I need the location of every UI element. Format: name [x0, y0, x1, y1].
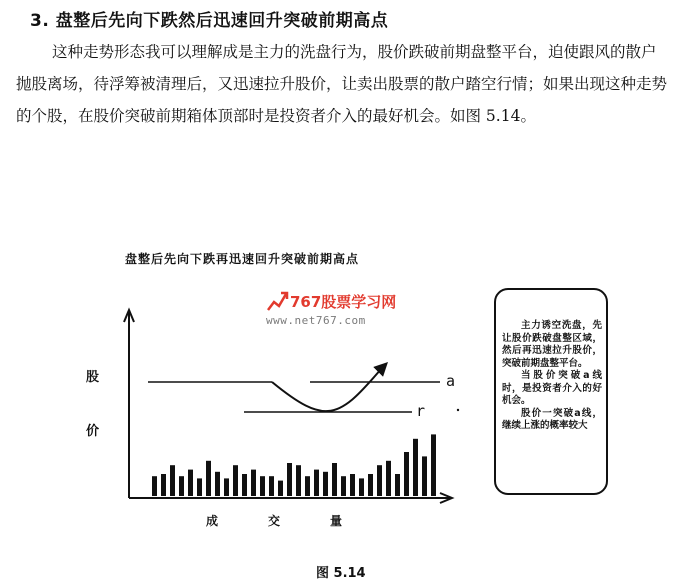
volume-bar: [386, 461, 391, 496]
volume-label-char-3: 量: [330, 514, 343, 528]
line-label-r: r: [416, 402, 426, 420]
volume-bar: [215, 472, 220, 496]
volume-bar: [206, 461, 211, 496]
volume-label-char-1: 成: [206, 514, 219, 528]
watermark-url: www.net767.com: [266, 314, 366, 327]
volume-bar: [413, 439, 418, 496]
volume-bar: [188, 470, 193, 496]
volume-bar: [395, 474, 400, 496]
volume-bar: [152, 476, 157, 496]
volume-bar: [278, 481, 283, 496]
watermark-brand: 767股票学习网: [290, 293, 397, 311]
volume-bar: [341, 476, 346, 496]
volume-bar: [224, 478, 229, 496]
volume-bar: [305, 476, 310, 496]
volume-bar: [359, 478, 364, 496]
annotation-para-3: 股价一突破a线，继续上涨的概率较大: [502, 407, 602, 431]
figure-caption: 图 5.14: [316, 566, 366, 581]
section-heading: 3. 盘整后先向下跌然后迅速回升突破前期高点: [30, 11, 389, 31]
volume-bar: [323, 472, 328, 496]
dot-mark: [457, 409, 459, 411]
volume-bar: [269, 476, 274, 496]
volume-bar: [242, 474, 247, 496]
body-paragraph-text: 这种走势形态我可以理解成是主力的洗盘行为，股价跌破前期盘整平台，迫使跟风的散户抛股离场，待浮筹被清理后，又迅速拉升股价，让卖出股票的散户踏空行情；如果出现这种走势的个股，在股价突破前期箱体顶部时是投资者介入的最好机会。如图 5.14。: [16, 43, 668, 125]
price-axis-label-1: 股: [86, 370, 100, 385]
volume-bar: [350, 474, 355, 496]
price-axis-label-2: 价: [86, 424, 100, 439]
figure-title: 盘整后先向下跌再迅速回升突破前期高点: [125, 252, 360, 266]
annotation-box: [494, 288, 608, 495]
price-path-curve: [272, 364, 386, 411]
volume-bars: [152, 434, 436, 496]
annotation-para-2: 当股价突破a线时，是投资者介入的好机会。: [502, 370, 602, 406]
annotation-para-1: 主力诱空洗盘，先让股价跌破盘整区域，然后再迅速拉升股价，突破前期盘整平台。: [502, 320, 602, 369]
volume-bar: [260, 476, 265, 496]
volume-bar: [233, 465, 238, 496]
volume-bar: [251, 470, 256, 496]
line-label-a: a: [446, 372, 456, 390]
volume-label-char-2: 交: [268, 514, 281, 528]
volume-bar: [314, 470, 319, 496]
volume-bar: [170, 465, 175, 496]
volume-bar: [368, 474, 373, 496]
volume-bar: [296, 465, 301, 496]
volume-bar: [404, 452, 409, 496]
volume-bar: [161, 474, 166, 496]
volume-bar: [332, 463, 337, 496]
volume-bar: [431, 434, 436, 496]
volume-bar: [422, 456, 427, 496]
annotation-text: [502, 320, 602, 433]
volume-bar: [197, 478, 202, 496]
volume-bar: [179, 476, 184, 496]
volume-bar: [377, 465, 382, 496]
volume-bar: [287, 463, 292, 496]
